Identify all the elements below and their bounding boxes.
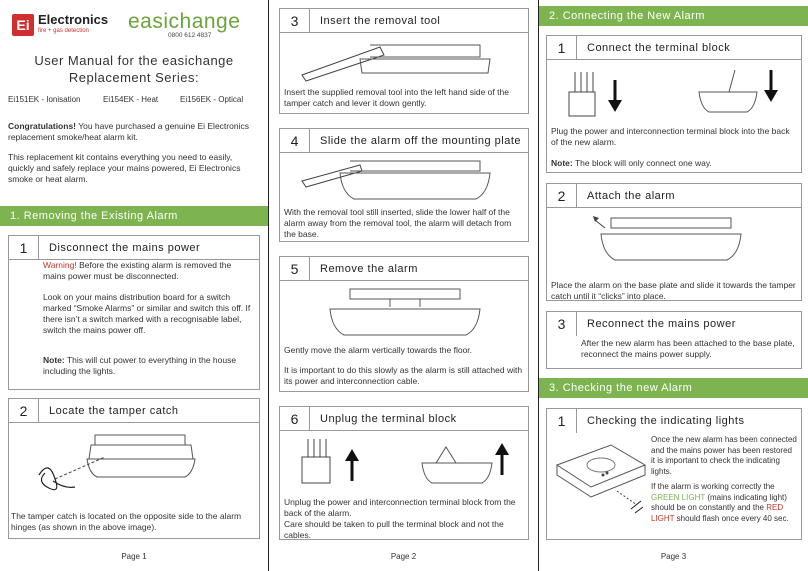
step-title: Reconnect the mains power [587,318,736,330]
page-2 [268,0,538,571]
step-body: Once the new alarm has been connected and the mains power has been restored it is important to check the indicating lights. [651,435,797,476]
attach-alarm-illustration [591,212,751,266]
step-number: 4 [280,129,310,153]
phone-number: 0800 612 4837 [168,32,212,39]
step-body-2: It is important to do this slowly as the alarm is still attached with its power and interconnection cable. [284,365,523,386]
manual-title: User Manual for the easichange Replacement Series: [34,53,234,85]
step-number: 5 [280,257,310,281]
step-remove-alarm [279,256,529,392]
step-number: 6 [280,407,310,431]
step-slide-alarm [279,128,529,242]
step-title: Connect the terminal block [587,42,731,54]
step-number: 3 [280,9,310,33]
note-text: Note: This will cut power to everything in the house including the lights. [43,355,237,376]
step-body: Look on your mains distribution board for a switch marked “Smoke Alarms” or similar and switch this off. If there isn’t a switch marked with a recognisable label, switch the mains power off. [43,292,251,335]
step-unplug-terminal [279,406,529,540]
step-body: Plug the power and interconnection terminal block into the back of the new alarm. [551,126,790,147]
note-text: Note: The block will only connect one way. [551,158,712,168]
unplug-terminal-illustration [296,435,516,491]
warning-text: Warning! Before the existing alarm is removed the mains power must be disconnected. [43,260,232,281]
remove-alarm-illustration [320,285,490,339]
step-title: Insert the removal tool [320,15,441,27]
step-number: 2 [9,399,39,423]
step-title: Checking the indicating lights [587,415,745,427]
step-number: 1 [9,236,39,260]
brand-tagline: fire + gas detection [38,28,89,34]
intro-text-2: This replacement kit contains everything you need to easily, quickly and safely replace your mains powered, Ei Electronics smoke or heat alarm. [8,152,241,184]
step-body: Unplug the power and interconnection terminal block from the back of the alarm. [284,497,516,518]
step-body-2: Care should be taken to pull the terminal block and not the cables. [284,519,504,540]
step-number: 1 [547,409,577,433]
removal-tool-illustration [300,37,500,83]
model-optical: Ei156EK - Optical [180,95,244,104]
page-1 [0,0,268,571]
section-1-header: 1. Removing the Existing Alarm [0,206,268,226]
lights-status-text: If the alarm is working correctly the GREEN LIGHT (mains indicating light) should be on constantly and the RED LIGHT should flash once every 40 sec. [651,482,789,523]
step-body: Gently move the alarm vertically towards the floor. [284,345,473,355]
brand-name: Electronics [38,12,109,27]
step-insert-removal-tool [279,8,529,114]
step-body: Insert the supplied removal tool into the left hand side of the tamper catch and lever it down gently. [284,87,509,108]
intro-text: Congratulations! You have purchased a genuine Ei Electronics replacement smoke/heat alarm kit. [8,121,249,142]
step-title: Attach the alarm [587,190,676,202]
tamper-catch-illustration [35,429,205,509]
section-2-header: 2. Connecting the New Alarm [539,6,808,26]
step-title: Slide the alarm off the mounting plate [320,135,522,147]
step-number: 2 [547,184,577,208]
step-checking-lights [546,408,802,540]
step-title: Locate the tamper catch [49,405,179,417]
section-3-header: 3. Checking the new Alarm [539,378,808,398]
step-title: Disconnect the mains power [49,242,201,254]
step-title: Remove the alarm [320,263,418,275]
step-body: After the new alarm has been attached to the base plate, reconnect the mains power supply. [581,338,795,359]
step-body: Place the alarm on the base plate and slide it towards the tamper catch until it “clicks” into place. [551,280,796,301]
page-number: Page 1 [121,552,147,561]
step-disconnect-power [8,235,260,390]
alarm-lights-illustration [551,435,651,515]
page-number: Page 2 [390,552,417,561]
step-body: With the removal tool still inserted, slide the lower half of the alarm away from the removal tool, the alarm will detach from the base. [284,207,512,239]
slide-alarm-illustration [300,157,500,205]
step-connect-terminal [546,35,802,173]
page-3 [538,0,808,571]
step-number: 3 [547,312,577,336]
page-number: Page 3 [660,552,687,561]
step-reconnect-power [546,311,802,369]
step-attach-alarm [546,183,802,301]
product-logo: easichange [128,10,241,33]
step-number: 1 [547,36,577,60]
ei-logo: Ei [12,14,34,36]
model-heat: Ei154EK - Heat [103,95,159,104]
step-title: Unplug the terminal block [320,413,457,425]
step-body: The tamper catch is located on the opposite side to the alarm hinges (as shown in the above image). [11,511,242,532]
connect-terminal-illustration [559,66,789,122]
step-locate-tamper-catch [8,398,260,539]
model-ionisation: Ei151EK - Ionisation [8,95,81,104]
